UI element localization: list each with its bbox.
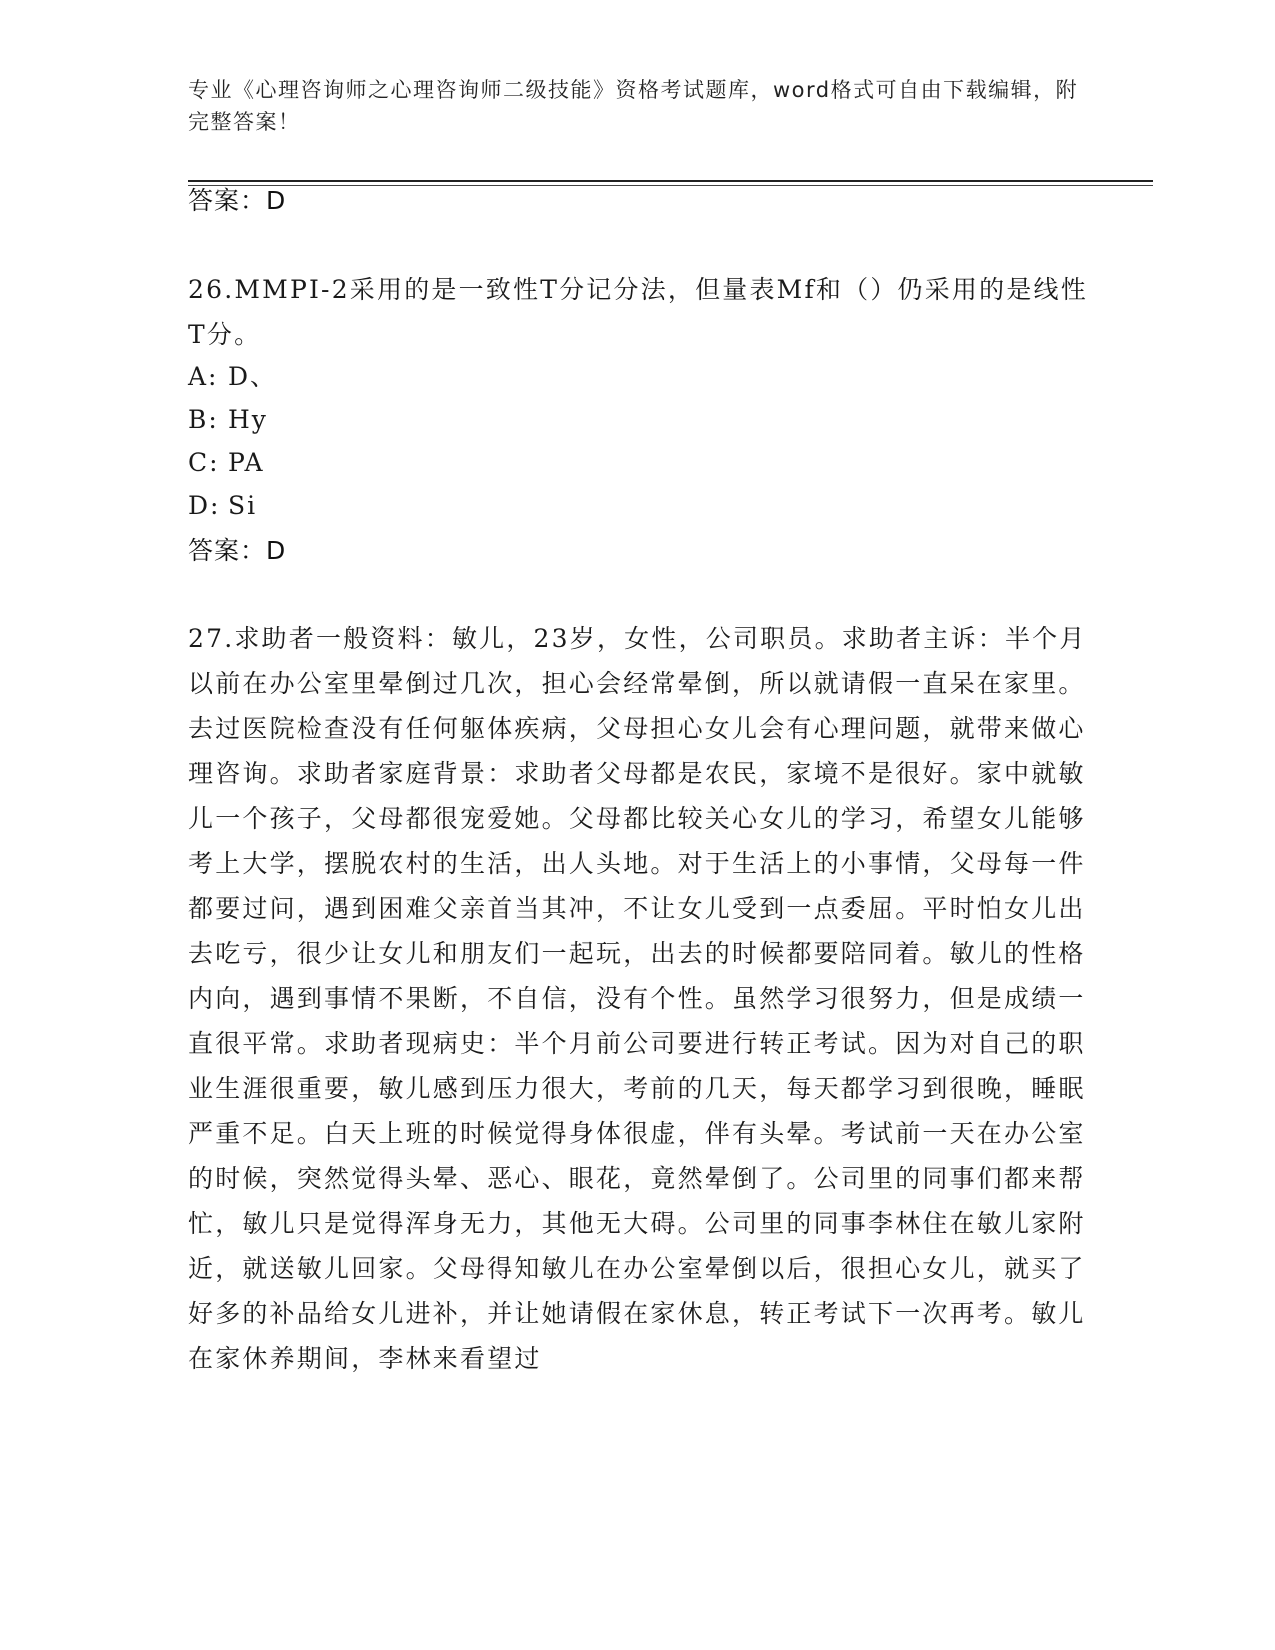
question-26-answer: 答案：D [188, 536, 287, 565]
document-header: 专业《心理咨询师之心理咨询师二级技能》资格考试题库，word格式可自由下载编辑，附完整答案！ [188, 78, 1079, 134]
option-key: D: [188, 491, 221, 520]
header-rule-thick [188, 180, 1153, 182]
question-26-option-c [188, 446, 265, 480]
previous-answer: 答案：D [188, 186, 287, 215]
option-value: Hy [228, 405, 268, 434]
question-26-option-d [188, 489, 257, 523]
question-26-option-a [188, 360, 277, 394]
option-value: Si [228, 491, 258, 520]
question-27-text: 27.求助者一般资料：敏儿，23岁，女性，公司职员。求助者主诉：半个月以前在办公室里晕倒过几次，担心会经常晕倒，所以就请假一直呆在家里。去过医院检查没有任何躯体疾病，父母担心女儿会有心理问题，就带来做心理咨询。求助者家庭背景：求助者父母都是农民，家境不是很好。家中就敏儿一个孩子，父母都很宠爱她。父母都比较关心女儿的学习，希望女儿能够考上大学，摆脱农村的生活，出人头地。对于生活上的小事情，父母每一件都要过问，遇到困难父亲首当其冲，不让女儿受到一点委屈。平时怕女儿出去吃亏，很少让女儿和朋友们一起玩，出去的时候都要陪同着。敏儿的性格内向，遇到事情不果断，不自信，没有个性。虽然学习很努力，但是成绩一直很平常。求助者现病史：半个月前公司要进行转正考试。因为对自己的职业生涯很重要，敏儿感到压力很大，考前的几天，每天都学习到很晚，睡眠严重不足。白天上班的时候觉得身体很虚，伴有头晕。考试前一天在办公室的时候，突然觉得头晕、恶心、眼花，竟然晕倒了。公司里的同事们都来帮忙，敏儿只是觉得浑身无力，其他无大碍。公司里的同事李林住在敏儿家附近，就送敏儿回家。父母得知敏儿在办公室晕倒以后，很担心女儿，就买了好多的补品给女儿进补，并让她请假在家休息，转正考试下一次再考。敏儿在家休养期间，李林来看望过 [188, 624, 1087, 1373]
question-26-stem: 26.MMPI-2采用的是一致性T分记分法，但量表Mf和（）仍采用的是线性T分。 [188, 275, 1088, 349]
option-value: D、 [228, 362, 278, 391]
header-rule-thin [188, 185, 1153, 186]
option-key: B: [188, 405, 219, 434]
option-key: C: [188, 448, 220, 477]
option-value: PA [228, 448, 265, 477]
question-26-option-b [188, 403, 268, 437]
option-key: A: [188, 362, 219, 391]
